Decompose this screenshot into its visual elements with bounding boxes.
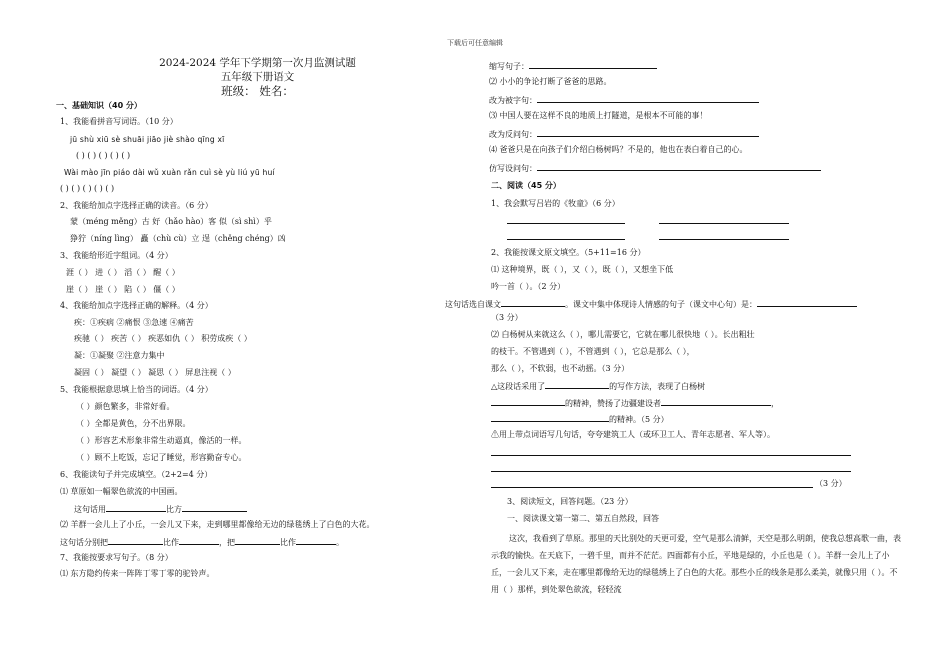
r-q2-s3b: 的精神，赞扬了边疆建设者 ， [491, 397, 779, 410]
poem-line-4[interactable] [659, 239, 789, 240]
q6-sentence1: ⑴ 草原如一幅翠色欲流的中国画。 [60, 487, 183, 496]
writing-line-2[interactable] [491, 471, 851, 472]
answer-blank[interactable] [296, 536, 336, 545]
q1-pinyin-row2: Wài mào jīn piáo dài wǔ xuàn rǎn cuì sè yù liú yū huí [64, 168, 275, 177]
answer-blank[interactable] [491, 397, 565, 406]
q4-prompt: 4、我能给加点字选择正确的解释。（4 分） [60, 301, 213, 310]
r-q2-s1b: 吟一首（ ）。（2 分） [491, 282, 566, 291]
section1-title: 一、基础知识（40 分） [56, 101, 142, 110]
q5-item: （ ）颜色繁多，非常好看。 [76, 402, 175, 411]
answer-blank[interactable] [545, 380, 609, 389]
rewrite-rhetorical: 改为反问句： [489, 128, 759, 141]
answer-blank[interactable] [179, 536, 219, 545]
r-q2-s1d: （3 分） [491, 313, 523, 322]
answer-blank[interactable] [529, 60, 657, 69]
q4-line2: 疾驰（ ） 疾苦（ ） 疾恶如仇（ ） 积劳成疾（ ） [74, 334, 252, 343]
answer-blank[interactable] [537, 94, 759, 103]
answer-blank[interactable] [491, 413, 609, 422]
q7-sentence3: ⑶ 中国人要在这样不良的地质上打隧道，是根本不可能的事！ [489, 111, 708, 120]
q7-sentence1: ⑴ 东方隐约传来一阵阵丁零丁零的驼铃声。 [60, 569, 215, 578]
q1-blanks-row2: ( ) ( ) ( ) ( ) ( ) [60, 184, 115, 193]
answer-blank[interactable] [182, 503, 247, 512]
q6-fill2: 这句话分别把 比作 ，把 比作 。 [60, 538, 344, 547]
q6-sentence2: ⑵ 羊群一会儿上了小丘，一会儿又下来，走到哪里都像给无边的绿毯绣上了白色的大花。 [60, 520, 375, 529]
r-q2-s2b: 的枝干。不管遇到（ ），不管遇到（ ），它总是那么（ ）， [491, 347, 695, 356]
q5-item: （ ）顾不上吃饭，忘记了睡觉，形容勤奋专心。 [76, 453, 247, 462]
q2-line1: 蒙（méng měng）古 好（hǎo hào）客 似（sì shì）乎 [70, 217, 272, 226]
rewrite-passive: 改为被字句： [489, 94, 759, 107]
section2-title: 二、阅读（45 分） [491, 181, 561, 190]
r-q2-s3a: △这段话采用了 的写作方法，表现了白杨树 [491, 382, 706, 391]
r-q2-s4: ⚠用上带点词语写几句话，夸夸建筑工人（或环卫工人、青年志愿者、军人等）。 [491, 430, 775, 439]
q3-prompt: 3、我能给形近字组词。（4 分） [60, 251, 173, 260]
r-q2-s1c: 这句话选自课文 。课文中集中体现诗人情感的句子（课文中心句）是： [445, 298, 857, 311]
r-q2-s2a: ⑵ 白杨树从来就这么（ ），哪儿需要它，它就在哪儿很快地（ ）。长出粗壮 [491, 330, 755, 339]
r-q3-sub: 一、阅读课文第一第二、第五自然段，回答 [507, 514, 659, 523]
reading-passage: 这次，我看到了草原。那里的天比别处的天更可爱，空气是那么清鲜，天空是那么明朗，使我总想高歌一曲，表示我的愉快。在天底下，一碧千里，而并不茫茫。四面都有小丘，平地是绿的，小丘也是（ ）。羊群一会儿上了小丘，一会儿又下来，走在哪里都像给无边的绿毯绣上了白色的大花。那些小丘的线条是那么柔美，就像只用（ ）。不用（ ）那样，到处翠色欲流，轻轻流 [491, 534, 901, 594]
answer-blank[interactable] [501, 298, 565, 307]
header-note: 下载后可任意编辑 [447, 39, 503, 47]
q7-prompt: 7、我能按要求写句子。（8 分） [60, 553, 173, 562]
poem-line-2[interactable] [659, 223, 789, 224]
q5-item: （ ）形容艺术形象非常生动逼真，像活的一样。 [76, 436, 247, 445]
q7-sentence2: ⑵ 小小的争论打断了爸爸的思路。 [489, 77, 612, 86]
r-q2-s2c: 那么（ ），不软弱，也不动摇。（3 分） [491, 364, 630, 373]
r-q2-s1a: ⑴ 这种境界，既（ ），又（ ），既（ ），又想坐下低 [491, 265, 674, 274]
q2-line2: 狰狞（níng lìng） 矗（chù cù）立 逞（chěng chéng）凶 [70, 234, 286, 243]
q5-prompt: 5、我能根据意思填上恰当的词语。（4 分） [60, 385, 213, 394]
answer-blank[interactable] [537, 162, 821, 171]
q4-line1: 疾：①疾病 ②痛恨 ③急速 ④痛苦 [74, 318, 194, 327]
poem-line-3[interactable] [507, 239, 625, 240]
q3-line2: 崖（ ） 崖（ ） 陷（ ） 僵（ ） [66, 285, 180, 294]
rewrite-short: 缩写句子： [489, 60, 657, 73]
q4-line3: 凝：①凝聚 ②注意力集中 [74, 351, 165, 360]
q1-prompt: 1、我能看拼音写词语。（10 分） [60, 117, 178, 126]
writing-line-3[interactable] [491, 487, 813, 488]
q5-item: （ ）全都是黄色，分不出界限。 [76, 419, 191, 428]
answer-blank[interactable] [106, 503, 166, 512]
r-q2-prompt: 2、我能按课文原文填空。（5+11=16 分） [491, 248, 646, 257]
q6-prompt: 6、我能读句子并完成填空。（2+2=4 分） [60, 470, 213, 479]
writing-line-1[interactable] [491, 455, 851, 456]
q1-pinyin-row1: jū shù xiū sè shuāi jiāo jiè shào qīng xī [70, 135, 225, 144]
q2-prompt: 2、我能给加点字选择正确的读音。（6 分） [60, 201, 213, 210]
answer-blank[interactable] [537, 128, 759, 137]
q1-blanks-row1: ( ) ( ) ( ) ( ) ( ) [76, 151, 131, 160]
r-q1-prompt: 1、我会默写吕岩的《牧童》（6 分） [491, 199, 620, 208]
q3-line1: 涯（ ） 进（ ） 滔（ ） 醒（ ） [66, 268, 180, 277]
exam-subtitle: 五年级下册语文 [220, 71, 295, 83]
r-q3-prompt: 3、阅读短文，回答问题。（23 分） [507, 497, 633, 506]
q7-sentence4: ⑷ 爸爸只是在向孩子们介绍白杨树吗？不是的，他也在表白着自己的心。 [489, 145, 748, 154]
q6-fill1: 这句话用 比方 [74, 503, 247, 516]
answer-blank[interactable] [235, 536, 280, 545]
answer-blank[interactable] [757, 298, 857, 307]
q4-line4: 凝固（ ） 凝望（ ） 凝思（ ） 屏息注视（ ） [74, 368, 236, 377]
answer-blank[interactable] [108, 536, 163, 545]
r-q2-s3c: 的精神。（5 分） [491, 413, 669, 426]
class-name-line: 班级： 姓名： [221, 84, 294, 98]
poem-line-1[interactable] [507, 223, 625, 224]
r-q2-s4-points: （3 分） [815, 479, 847, 488]
answer-blank[interactable] [661, 397, 771, 406]
exam-title: 2024-2024 学年下学期第一次月监测试题 [159, 57, 356, 69]
rewrite-self-question: 仿写设问句： [489, 162, 821, 175]
